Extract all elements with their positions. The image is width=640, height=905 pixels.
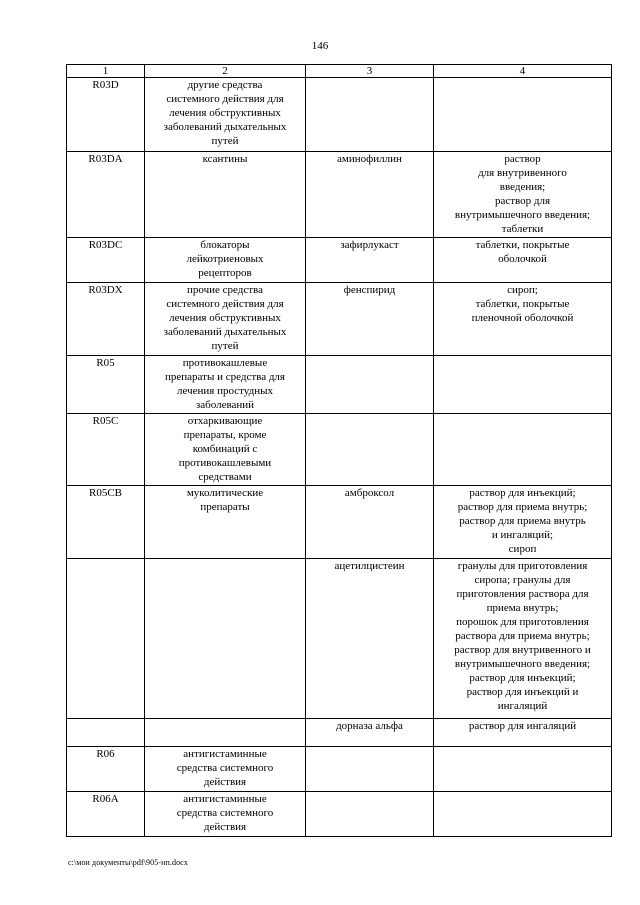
group-name-cell (145, 559, 306, 719)
group-name-cell (145, 356, 306, 414)
drug-name-cell (306, 414, 434, 486)
drug-name-cell-text: аминофиллин (337, 153, 402, 165)
drug-name-cell-text: амброксол (344, 487, 395, 499)
drug-name-cell-text: ацетилцистеин (334, 560, 405, 572)
dosage-form-cell (434, 152, 612, 238)
page-number: 146 (311, 40, 329, 52)
drug-name-cell (306, 559, 434, 719)
group-name-cell-text: антигистаминные средства системного действия (176, 748, 274, 788)
group-name-cell-text: прочие средства системного действия для лечения обструктивных заболеваний дыхательных путей (163, 284, 287, 352)
atc-code-cell-text: R06 (96, 748, 115, 760)
group-name-cell-text: противокашлевые препараты и средства для лечения простудных заболеваний (165, 357, 285, 411)
dosage-form-cell (434, 559, 612, 719)
atc-code-cell (67, 356, 145, 414)
drug-name-cell-text: фенспирид (343, 284, 396, 296)
dosage-form-cell (434, 719, 612, 747)
atc-code-cell (67, 414, 145, 486)
group-name-cell-text: антигистаминные средства системного действия (176, 793, 274, 833)
dosage-form-cell (434, 238, 612, 283)
table-row (67, 747, 612, 792)
table-row (67, 486, 612, 559)
table-row (67, 559, 612, 719)
atc-code-cell (67, 283, 145, 356)
atc-code-cell (67, 792, 145, 837)
table-row (67, 719, 612, 747)
dosage-form-cell (434, 792, 612, 837)
atc-code-cell-text: R03DX (88, 284, 123, 296)
atc-code-cell (67, 78, 145, 152)
drug-name-cell-text: дорназа альфа (336, 720, 403, 732)
drug-name-cell (306, 747, 434, 792)
dosage-form-cell (434, 486, 612, 559)
group-name-cell (145, 747, 306, 792)
dosage-form-cell (434, 747, 612, 792)
dosage-form-cell-text: гранулы для приготовления сиропа; гранулы для приготовления раствора для приема внутрь; порошок для приготовления раствора для приема внутрь; раствор для внутривенного и внутримышечного введения; раствор для инъекций; раствор для инъекций и ингаляций (454, 560, 591, 712)
atc-code-cell (67, 486, 145, 559)
atc-code-cell (67, 152, 145, 238)
table-header-row (67, 65, 612, 78)
atc-code-cell-text: R03D (92, 79, 119, 91)
group-name-cell-text: другие средства системного действия для лечения обструктивных заболеваний дыхательных путей (163, 79, 287, 147)
group-name-cell (145, 486, 306, 559)
table-row (67, 78, 612, 152)
atc-code-cell-text: R05CB (88, 487, 122, 499)
group-name-cell-text: блокаторы лейкотриеновых рецепторов (186, 239, 264, 279)
header-col-1: 1 (67, 65, 145, 78)
group-name-cell (145, 719, 306, 747)
header-col-2: 2 (145, 65, 306, 78)
atc-code-cell-text: R05C (92, 415, 119, 427)
table-row (67, 238, 612, 283)
dosage-form-cell (434, 78, 612, 152)
drug-name-cell (306, 792, 434, 837)
dosage-form-cell-text: сироп; таблетки, покрытые пленочной оболочкой (471, 284, 574, 324)
drug-name-cell (306, 78, 434, 152)
footer-file-path: c:\мои документы\pdf\905-нп.docx (68, 858, 188, 867)
drug-name-cell (306, 238, 434, 283)
group-name-cell (145, 78, 306, 152)
drug-name-cell-text: зафирлукаст (340, 239, 399, 251)
drug-name-cell (306, 356, 434, 414)
header-col-3: 3 (306, 65, 434, 78)
drug-name-cell (306, 283, 434, 356)
group-name-cell (145, 283, 306, 356)
atc-code-cell-text: R03DA (88, 153, 123, 165)
atc-code-cell (67, 238, 145, 283)
group-name-cell (145, 792, 306, 837)
dosage-form-cell-text: раствор для внутривенного введения; раствор для внутримышечного введения; таблетки (454, 153, 591, 235)
atc-code-cell-text: R06A (92, 793, 119, 805)
atc-code-cell-text: R03DC (88, 239, 123, 251)
table-row (67, 414, 612, 486)
drug-name-cell (306, 486, 434, 559)
group-name-cell-text: муколитические препараты (186, 487, 264, 513)
drug-classification-table (66, 64, 612, 837)
table-row (67, 283, 612, 356)
group-name-cell-text: ксантины (202, 153, 248, 165)
atc-code-cell-text: R05 (96, 357, 115, 369)
group-name-cell (145, 414, 306, 486)
atc-code-cell (67, 719, 145, 747)
drug-name-cell (306, 719, 434, 747)
dosage-form-cell (434, 356, 612, 414)
dosage-form-cell-text: раствор для инъекций; раствор для приема внутрь; раствор для приема внутрь и ингаляций; сироп (457, 487, 588, 555)
table-row (67, 356, 612, 414)
dosage-form-cell-text: раствор для ингаляций (468, 720, 577, 732)
header-col-4: 4 (434, 65, 612, 78)
atc-code-cell (67, 559, 145, 719)
dosage-form-cell (434, 414, 612, 486)
drug-name-cell (306, 152, 434, 238)
group-name-cell (145, 238, 306, 283)
atc-code-cell (67, 747, 145, 792)
table-row (67, 152, 612, 238)
table-row (67, 792, 612, 837)
group-name-cell (145, 152, 306, 238)
dosage-form-cell-text: таблетки, покрытые оболочкой (475, 239, 570, 265)
group-name-cell-text: отхаркивающие препараты, кроме комбинаций с противокашлевыми средствами (178, 415, 272, 483)
dosage-form-cell (434, 283, 612, 356)
